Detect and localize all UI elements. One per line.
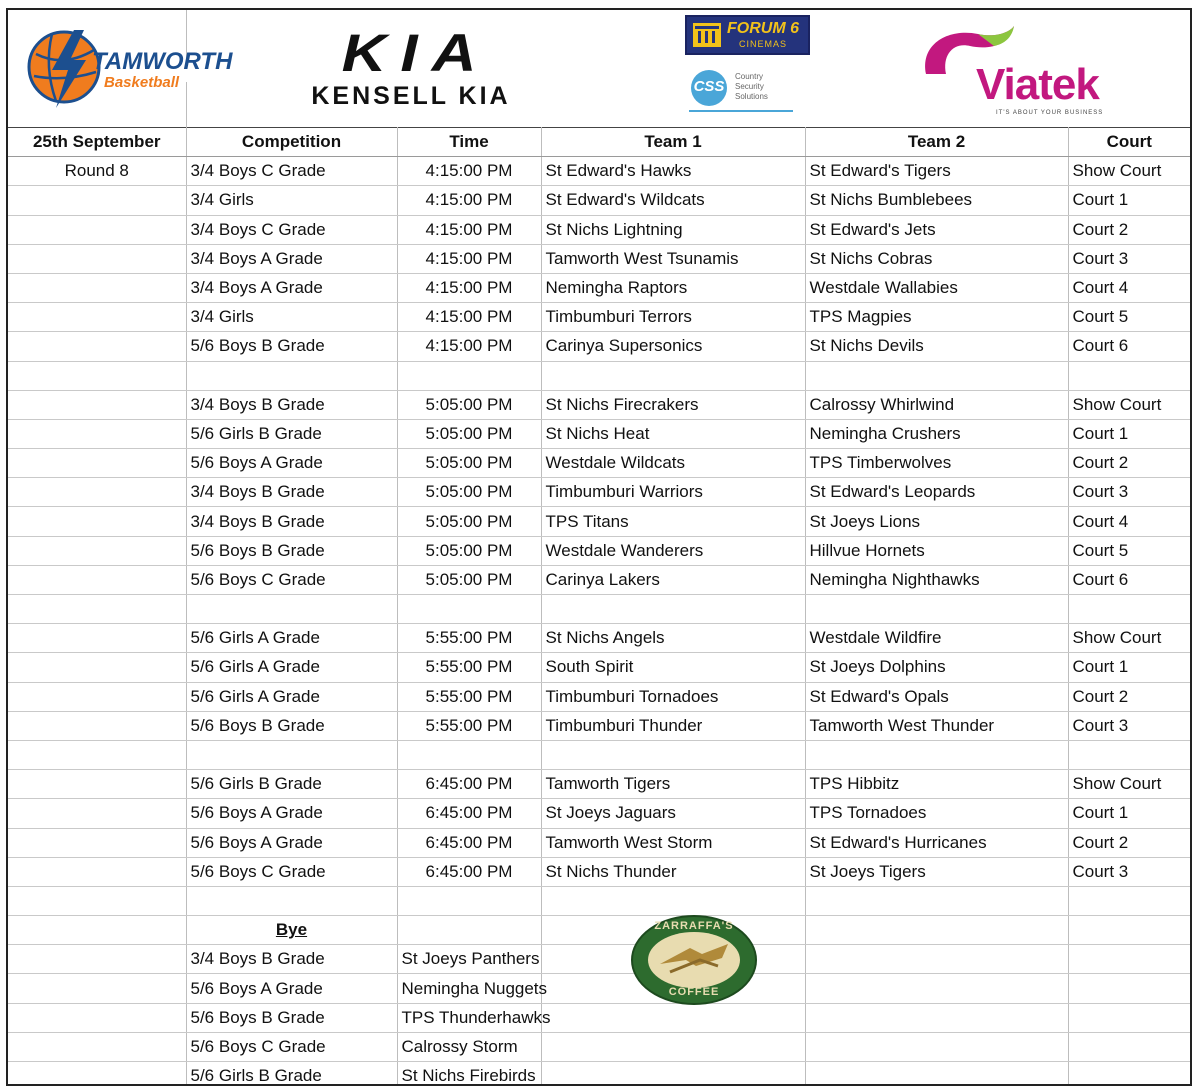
empty-cell (8, 828, 186, 857)
css-line3: Solutions (735, 92, 768, 101)
competition-cell: 3/4 Boys C Grade (186, 157, 397, 186)
team2-cell: St Joeys Lions (805, 507, 1068, 536)
fixture-table (8, 127, 1190, 1086)
team2-cell: Nemingha Crushers (805, 419, 1068, 448)
team1-cell: TPS Titans (541, 507, 805, 536)
court-cell: Court 1 (1068, 186, 1190, 215)
empty-cell (8, 799, 186, 828)
forum6-cinemas-logo (685, 15, 810, 55)
team2-cell: St Nichs Devils (805, 332, 1068, 361)
court-cell: Court 2 (1068, 682, 1190, 711)
empty-cell (541, 1003, 805, 1032)
court-cell: Court 6 (1068, 565, 1190, 594)
empty-cell (805, 1003, 1068, 1032)
kia-mark: KIA (341, 24, 491, 83)
team1-cell: Westdale Wildcats (541, 449, 805, 478)
time-cell: 6:45:00 PM (397, 799, 541, 828)
team1-cell: St Nichs Thunder (541, 857, 805, 886)
team2-cell: St Joeys Dolphins (805, 653, 1068, 682)
team1-cell: Timbumburi Terrors (541, 303, 805, 332)
bye-team-cell: TPS Thunderhawks (397, 1003, 541, 1032)
empty-cell (8, 653, 186, 682)
competition-header: Competition (186, 128, 397, 157)
competition-cell: 3/4 Boys B Grade (186, 390, 397, 419)
empty-cell (805, 974, 1068, 1003)
team2-cell: TPS Tornadoes (805, 799, 1068, 828)
time-cell: 5:55:00 PM (397, 624, 541, 653)
empty-cell (8, 332, 186, 361)
empty-cell (805, 595, 1068, 624)
bye-row (8, 1003, 1190, 1032)
time-cell: 5:55:00 PM (397, 653, 541, 682)
empty-cell (8, 886, 186, 915)
empty-cell (8, 974, 186, 1003)
spacer-row (8, 595, 1190, 624)
empty-cell (397, 361, 541, 390)
date-header: 25th September (8, 128, 186, 157)
court-cell: Court 6 (1068, 332, 1190, 361)
time-cell: 4:15:00 PM (397, 273, 541, 302)
empty-cell (186, 886, 397, 915)
competition-cell: 5/6 Girls B Grade (186, 419, 397, 448)
court-cell: Court 3 (1068, 857, 1190, 886)
time-cell: 5:05:00 PM (397, 449, 541, 478)
empty-cell (8, 215, 186, 244)
competition-cell: 3/4 Girls (186, 303, 397, 332)
court-cell: Court 1 (1068, 419, 1190, 448)
court-cell: Show Court (1068, 624, 1190, 653)
css-mark: CSS (693, 78, 725, 95)
court-cell: Court 1 (1068, 799, 1190, 828)
empty-cell (8, 857, 186, 886)
time-cell: 5:55:00 PM (397, 682, 541, 711)
team1-cell: St Edward's Hawks (541, 157, 805, 186)
empty-cell (8, 711, 186, 740)
game-row (8, 390, 1190, 419)
team2-cell: Nemingha Nighthawks (805, 565, 1068, 594)
time-cell: 5:05:00 PM (397, 565, 541, 594)
tamworth-sub: Basketball (104, 74, 180, 91)
empty-cell (1068, 1062, 1190, 1087)
empty-cell (8, 1062, 186, 1087)
game-row (8, 770, 1190, 799)
game-row (8, 273, 1190, 302)
spacer-row (8, 886, 1190, 915)
team1-cell: Westdale Wanderers (541, 536, 805, 565)
zarraffas-name: ZARRAFFA'S (654, 920, 734, 932)
empty-cell (397, 595, 541, 624)
court-cell: Court 5 (1068, 303, 1190, 332)
team2-header: Team 2 (805, 128, 1068, 157)
team2-cell: St Edward's Hurricanes (805, 828, 1068, 857)
forum6-name: FORUM 6 (727, 20, 799, 37)
team2-cell: St Nichs Cobras (805, 244, 1068, 273)
spacer-row (8, 740, 1190, 769)
competition-cell: 3/4 Boys A Grade (186, 273, 397, 302)
bye-competition-cell: 5/6 Boys B Grade (186, 1003, 397, 1032)
empty-cell (8, 1032, 186, 1061)
time-cell: 5:05:00 PM (397, 478, 541, 507)
empty-cell (8, 186, 186, 215)
team2-cell: St Edward's Leopards (805, 478, 1068, 507)
game-row (8, 799, 1190, 828)
empty-cell (8, 244, 186, 273)
team2-cell: Calrossy Whirlwind (805, 390, 1068, 419)
court-cell: Court 2 (1068, 449, 1190, 478)
viatek-logo (918, 24, 1138, 118)
empty-cell (805, 916, 1068, 945)
empty-cell (541, 740, 805, 769)
empty-cell (805, 361, 1068, 390)
empty-cell (8, 595, 186, 624)
time-cell: 4:15:00 PM (397, 303, 541, 332)
game-row (8, 215, 1190, 244)
time-cell: 6:45:00 PM (397, 770, 541, 799)
team1-cell: St Nichs Firecrakers (541, 390, 805, 419)
empty-cell (8, 478, 186, 507)
empty-cell (805, 740, 1068, 769)
bye-team-cell: St Joeys Panthers (397, 945, 541, 974)
court-cell: Show Court (1068, 390, 1190, 419)
time-cell: 4:15:00 PM (397, 157, 541, 186)
empty-cell (8, 536, 186, 565)
competition-cell: 5/6 Girls A Grade (186, 653, 397, 682)
competition-cell: 3/4 Boys B Grade (186, 478, 397, 507)
time-cell: 5:05:00 PM (397, 419, 541, 448)
bye-row (8, 945, 1190, 974)
css-line1: Country (735, 72, 764, 81)
team1-cell: Tamworth West Storm (541, 828, 805, 857)
time-cell: 5:55:00 PM (397, 711, 541, 740)
team1-cell: Nemingha Raptors (541, 273, 805, 302)
empty-cell (8, 682, 186, 711)
empty-cell (8, 507, 186, 536)
game-row (8, 682, 1190, 711)
team2-cell: St Edward's Opals (805, 682, 1068, 711)
team1-cell: St Joeys Jaguars (541, 799, 805, 828)
empty-cell (8, 449, 186, 478)
team1-cell: St Edward's Wildcats (541, 186, 805, 215)
bye-row (8, 1062, 1190, 1087)
competition-cell: 5/6 Boys A Grade (186, 828, 397, 857)
game-row (8, 711, 1190, 740)
bye-competition-cell: 5/6 Boys A Grade (186, 974, 397, 1003)
time-cell: 5:05:00 PM (397, 536, 541, 565)
time-cell: 5:05:00 PM (397, 507, 541, 536)
court-cell: Court 2 (1068, 828, 1190, 857)
bye-competition-cell: 5/6 Boys C Grade (186, 1032, 397, 1061)
empty-cell (805, 1062, 1068, 1087)
game-row (8, 624, 1190, 653)
bye-team-cell: Calrossy Storm (397, 1032, 541, 1061)
game-row (8, 244, 1190, 273)
empty-cell (8, 1003, 186, 1032)
cinema-building-icon (693, 23, 721, 47)
team1-cell: Timbumburi Tornadoes (541, 682, 805, 711)
team2-cell: St Edward's Jets (805, 215, 1068, 244)
empty-cell (186, 361, 397, 390)
sponsor-logo-bar (8, 10, 1190, 127)
game-row (8, 478, 1190, 507)
team1-cell: Carinya Lakers (541, 565, 805, 594)
empty-cell (1068, 1003, 1190, 1032)
empty-cell (541, 886, 805, 915)
bye-team-cell: Nemingha Nuggets (397, 974, 541, 1003)
competition-cell: 5/6 Boys C Grade (186, 857, 397, 886)
bye-competition-cell: 3/4 Boys B Grade (186, 945, 397, 974)
game-row (8, 419, 1190, 448)
court-cell: Court 3 (1068, 244, 1190, 273)
game-row (8, 653, 1190, 682)
fixture-sheet (6, 8, 1192, 1086)
team1-cell: Tamworth West Tsunamis (541, 244, 805, 273)
competition-cell: 5/6 Girls B Grade (186, 770, 397, 799)
empty-cell (8, 565, 186, 594)
empty-cell (1068, 886, 1190, 915)
team1-cell: Timbumburi Thunder (541, 711, 805, 740)
empty-cell (8, 624, 186, 653)
kensell-kia-logo (266, 24, 566, 112)
court-cell: Court 5 (1068, 536, 1190, 565)
competition-cell: 5/6 Girls A Grade (186, 682, 397, 711)
competition-cell: 3/4 Boys A Grade (186, 244, 397, 273)
time-header: Time (397, 128, 541, 157)
competition-cell: 5/6 Girls A Grade (186, 624, 397, 653)
competition-cell: 5/6 Boys C Grade (186, 565, 397, 594)
team2-cell: Tamworth West Thunder (805, 711, 1068, 740)
court-cell: Court 2 (1068, 215, 1190, 244)
game-row (8, 332, 1190, 361)
team2-cell: St Joeys Tigers (805, 857, 1068, 886)
empty-cell (805, 1032, 1068, 1061)
bye-competition-cell: 5/6 Girls B Grade (186, 1062, 397, 1087)
round-label: Round 8 (8, 157, 186, 186)
team2-cell: TPS Hibbitz (805, 770, 1068, 799)
zarraffas-sub: COFFEE (668, 986, 720, 998)
game-row (8, 157, 1190, 186)
empty-cell (8, 273, 186, 302)
game-row (8, 536, 1190, 565)
kensell-kia-name: KENSELL KIA (311, 82, 511, 110)
team1-cell: St Nichs Lightning (541, 215, 805, 244)
court-cell: Court 4 (1068, 507, 1190, 536)
empty-cell (805, 945, 1068, 974)
time-cell: 4:15:00 PM (397, 244, 541, 273)
game-row (8, 449, 1190, 478)
viatek-tagline: IT'S ABOUT YOUR BUSINESS (996, 110, 1104, 116)
empty-cell (541, 361, 805, 390)
team1-cell: Carinya Supersonics (541, 332, 805, 361)
court-cell: Court 3 (1068, 478, 1190, 507)
empty-cell (1068, 916, 1190, 945)
court-header: Court (1068, 128, 1190, 157)
time-cell: 6:45:00 PM (397, 857, 541, 886)
court-cell: Court 1 (1068, 653, 1190, 682)
empty-cell (1068, 740, 1190, 769)
empty-cell (1068, 945, 1190, 974)
bye-header-row (8, 916, 1190, 945)
competition-cell: 3/4 Boys B Grade (186, 507, 397, 536)
team2-cell: Hillvue Hornets (805, 536, 1068, 565)
empty-cell (8, 916, 186, 945)
game-row (8, 303, 1190, 332)
game-row (8, 565, 1190, 594)
tamworth-name: TAMWORTH (92, 48, 233, 75)
empty-cell (397, 916, 541, 945)
time-cell: 5:05:00 PM (397, 390, 541, 419)
competition-cell: 5/6 Boys B Grade (186, 536, 397, 565)
empty-cell (397, 886, 541, 915)
game-row (8, 186, 1190, 215)
zarraffas-coffee-logo (630, 914, 758, 1006)
css-line2: Security (735, 82, 764, 91)
team2-cell: Westdale Wildfire (805, 624, 1068, 653)
competition-cell: 5/6 Boys A Grade (186, 799, 397, 828)
court-cell: Court 4 (1068, 273, 1190, 302)
time-cell: 4:15:00 PM (397, 332, 541, 361)
tamworth-basketball-logo (22, 24, 233, 110)
competition-cell: 3/4 Boys C Grade (186, 215, 397, 244)
competition-cell: 5/6 Boys B Grade (186, 332, 397, 361)
court-cell: Show Court (1068, 157, 1190, 186)
team1-cell: St Nichs Heat (541, 419, 805, 448)
bye-label: Bye (186, 916, 397, 945)
css-logo (687, 68, 797, 116)
team2-cell: TPS Magpies (805, 303, 1068, 332)
empty-cell (541, 1062, 805, 1087)
team1-cell: St Nichs Angels (541, 624, 805, 653)
empty-cell (186, 595, 397, 624)
competition-cell: 5/6 Boys B Grade (186, 711, 397, 740)
court-cell: Show Court (1068, 770, 1190, 799)
header-row (8, 128, 1190, 157)
empty-cell (8, 419, 186, 448)
empty-cell (8, 390, 186, 419)
empty-cell (8, 945, 186, 974)
spacer-row (8, 361, 1190, 390)
time-cell: 4:15:00 PM (397, 186, 541, 215)
empty-cell (8, 740, 186, 769)
empty-cell (541, 1032, 805, 1061)
empty-cell (186, 740, 397, 769)
team1-cell: Timbumburi Warriors (541, 478, 805, 507)
viatek-name: Viatek (976, 60, 1099, 109)
forum6-sub: CINEMAS (739, 39, 788, 49)
team2-cell: TPS Timberwolves (805, 449, 1068, 478)
empty-cell (8, 770, 186, 799)
empty-cell (1068, 1032, 1190, 1061)
team1-cell: Tamworth Tigers (541, 770, 805, 799)
empty-cell (805, 886, 1068, 915)
time-cell: 4:15:00 PM (397, 215, 541, 244)
court-cell: Court 3 (1068, 711, 1190, 740)
team2-cell: St Nichs Bumblebees (805, 186, 1068, 215)
competition-cell: 3/4 Girls (186, 186, 397, 215)
empty-cell (541, 595, 805, 624)
bye-row (8, 974, 1190, 1003)
empty-cell (397, 740, 541, 769)
competition-cell: 5/6 Boys A Grade (186, 449, 397, 478)
game-row (8, 857, 1190, 886)
bye-row (8, 1032, 1190, 1061)
team1-header: Team 1 (541, 128, 805, 157)
game-row (8, 507, 1190, 536)
empty-cell (1068, 974, 1190, 1003)
empty-cell (1068, 595, 1190, 624)
empty-cell (1068, 361, 1190, 390)
empty-cell (8, 303, 186, 332)
time-cell: 6:45:00 PM (397, 828, 541, 857)
team2-cell: St Edward's Tigers (805, 157, 1068, 186)
bye-team-cell: St Nichs Firebirds (397, 1062, 541, 1087)
team2-cell: Westdale Wallabies (805, 273, 1068, 302)
team1-cell: South Spirit (541, 653, 805, 682)
empty-cell (8, 361, 186, 390)
game-row (8, 828, 1190, 857)
